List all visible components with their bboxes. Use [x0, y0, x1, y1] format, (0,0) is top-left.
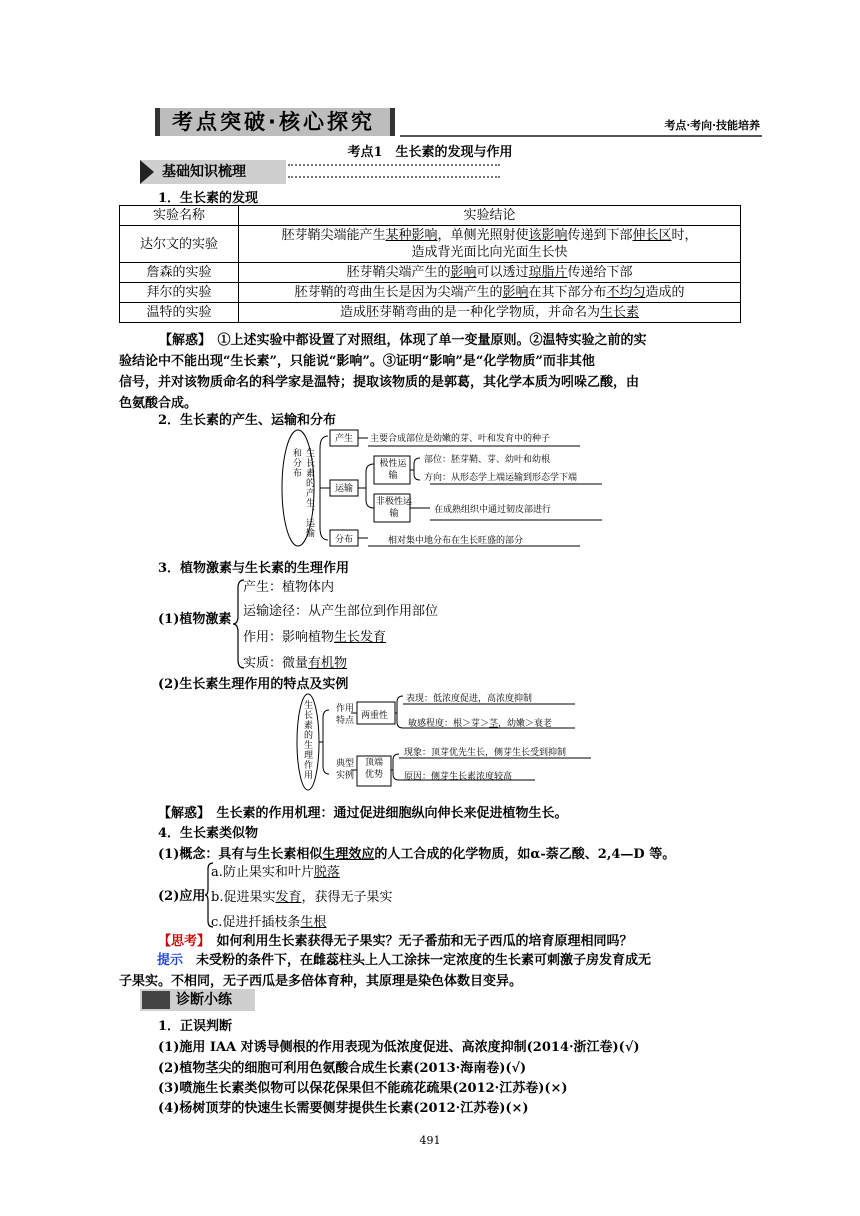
node-distribution-desc: 相对集中地分布在生长旺盛的部分: [388, 536, 524, 546]
auxin-function-label: (2)生长素生理作用的特点及实例: [158, 677, 349, 692]
key-term: 生根: [300, 915, 327, 930]
table-row: [120, 226, 741, 263]
experiment-table: [119, 205, 741, 323]
key-term: 生长素: [600, 305, 640, 320]
hormone-nature: [243, 652, 347, 671]
key-term: 生理效应: [322, 847, 375, 862]
text: 胚芽鞘的弯曲生长是因为尖端产生的: [294, 285, 503, 300]
text: 在其下部分布: [528, 285, 607, 300]
table-row: [120, 303, 741, 323]
key-term: 不均匀: [606, 285, 646, 300]
table-header: 实验结论: [239, 206, 741, 226]
diagnostic-banner: 诊断小练: [140, 989, 255, 1011]
experiment-conclusion: [239, 283, 741, 303]
key-term: 有机物: [308, 656, 348, 671]
node-apical: 顶端优势: [364, 758, 383, 780]
text: 可以透过: [476, 265, 529, 280]
node-duality: 两重性: [361, 711, 389, 721]
text: c.促进扦插枝条: [211, 915, 301, 930]
note-paragraph-2: [158, 802, 568, 821]
key-term: 伸长区: [632, 228, 672, 243]
text: 敏感程度：根＞芽＞: [408, 719, 490, 729]
text: 信号，并对该物质命名的科学家是温特；提取该物质的是郭葛，其化学本质为吲哚乙酸，由: [119, 375, 640, 390]
text: ，获得无子果实: [301, 890, 393, 905]
experiment-conclusion: [239, 263, 741, 283]
text: 子果实。不相同，无子西瓜是多倍体育种，其原理是染色体数目变异。: [119, 974, 523, 989]
diagram-root: 生长素的产生、运输和分布: [291, 448, 314, 538]
node-example: 典型实例: [335, 759, 354, 781]
text: 验结论中不能出现“生长素”，只能说“影响”。③证明“影响”是“化学物质”而非其他: [119, 354, 595, 369]
pencil-icon: [142, 991, 170, 1009]
text: 的人工合成的化学物质，如α-萘乙酸、2,4—D 等。: [374, 847, 676, 862]
node-polar-dir: 方向：从形态学上端运输到形态学下端: [424, 473, 578, 483]
text: 造成背光面比向光面生长快: [411, 245, 568, 260]
hormone-produce: 产生：植物体内: [243, 580, 335, 595]
text: (1)概念：具有与生长素相似: [158, 847, 323, 862]
node-polar: 极性运输: [379, 459, 407, 481]
text: 未受粉的条件下，在雌蕊柱头上人工涂抹一定浓度的生长素可刺激子房发育成无: [196, 953, 652, 968]
banner-rule: [400, 135, 762, 137]
key-term: 茎: [489, 719, 499, 729]
page-number: 491: [419, 1134, 441, 1147]
heading-1: 1．生长素的发现: [158, 191, 259, 206]
node-polar-part: 部位：胚芽鞘、芽、幼叶和幼根: [424, 455, 551, 465]
experiment-conclusion: [239, 303, 741, 323]
note-label: 【解惑】: [158, 806, 204, 821]
plant-hormone-label: (1)植物激素: [158, 612, 232, 627]
table-row: [120, 263, 741, 283]
key-term: 琼脂片: [528, 265, 568, 280]
key-term: 发育: [275, 890, 302, 905]
arrow-icon: [140, 160, 154, 184]
text: ①上述实验中都设置了对照组，体现了单一变量原则。②温特实验之前的实: [217, 333, 647, 348]
text: 时，: [671, 228, 698, 243]
hint-paragraph: [119, 950, 744, 992]
node-transport: 运输: [335, 484, 354, 494]
text: 色氨酸合成。: [119, 396, 198, 411]
key-term: 生长发育: [334, 630, 387, 645]
text: 传递到下部: [567, 228, 633, 243]
node-distribution: 分布: [335, 535, 354, 545]
text: b.促进果实: [211, 890, 276, 905]
hint-label: 提示: [157, 953, 184, 968]
key-term: 脱落: [313, 865, 340, 880]
text: 实质：微量: [243, 656, 309, 671]
section-banner: 考点突破·核心探究: [155, 108, 395, 136]
app-label: (2)应用: [158, 889, 206, 904]
node-phenomenon: 现象：顶芽优先生长，侧芽生长受到抑制: [404, 748, 567, 758]
key-term: 该影响: [528, 228, 568, 243]
key-term: 影响: [502, 285, 529, 300]
text: ，单侧光照射使: [437, 228, 529, 243]
heading-2: 2．生长素的产生、运输和分布: [158, 413, 337, 428]
experiment-name: 詹森的实验: [120, 263, 239, 283]
experiment-conclusion: [239, 226, 741, 263]
diag-item: (1)施用 IAA 对诱导侧根的作用表现为低浓度促进、高浓度抑制(2014·浙江卷)(√): [158, 1040, 640, 1055]
tagline: 考点·考向·技能培养: [664, 119, 760, 132]
text: 生长素的作用机理：通过促进细胞纵向伸长来促进植物生长。: [216, 806, 568, 821]
think-line: [158, 930, 633, 949]
text: 造成胚芽鞘弯曲的是一种化学物质，并命名为: [339, 305, 600, 320]
node-nonpolar: 非极性运输: [376, 497, 413, 519]
text: 造成的: [645, 285, 685, 300]
experiment-name: 达尔文的实验: [120, 226, 239, 263]
text: 胚芽鞘尖端产生的: [346, 265, 451, 280]
hormone-route: 运输途径：从产生部位到作用部位: [243, 604, 439, 619]
diag-heading: 1．正误判断: [158, 1019, 233, 1034]
diag-item: (2)植物茎尖的细胞可利用色氨酸合成生长素(2013·海南卷)(√): [158, 1061, 527, 1076]
node-sensitivity: [408, 716, 552, 729]
heading-4: 4．生长素类似物: [158, 826, 259, 841]
app-c: [211, 911, 326, 930]
note-label: 【解惑】: [159, 333, 205, 348]
key-term: 某种影响: [385, 228, 438, 243]
diag-item: (4)杨树顶芽的快速生长需要侧芽提供生长素(2012·江苏卷)(×): [158, 1101, 529, 1116]
diag-item: (3)喷施生长素类似物可以保花保果但不能疏花疏果(2012·江苏卷)(×): [158, 1081, 568, 1096]
text: a.防止果实和叶片: [211, 865, 314, 880]
app-a: [211, 861, 340, 880]
node-nonpolar-desc: 在成熟组织中通过韧皮部进行: [434, 505, 552, 515]
sub-banner: 基础知识梳理: [140, 160, 286, 184]
hormone-effect: [243, 626, 386, 645]
text: ，幼嫩＞衰老: [498, 719, 553, 729]
text: 胚芽鞘尖端能产生: [281, 228, 386, 243]
key-term: 影响: [450, 265, 477, 280]
table-header: 实验名称: [120, 206, 239, 226]
node-reason: 原因：侧芽生长素浓度较高: [404, 772, 513, 782]
text: 如何利用生长素获得无子果实？无子番茄和无子西瓜的培育原理相同吗？: [216, 934, 633, 949]
text: 作用：影响植物: [243, 630, 335, 645]
text: 传递给下部: [567, 265, 633, 280]
experiment-name: 拜尔的实验: [120, 283, 239, 303]
experiment-name: 温特的实验: [120, 303, 239, 323]
function-root: 生长素的生理作用: [302, 700, 312, 780]
think-label: 【思考】: [158, 934, 204, 949]
node-produce: 产生: [335, 434, 354, 444]
node-feature: 作用特点: [335, 704, 354, 726]
app-b: [211, 886, 393, 905]
node-produce-desc: 主要合成部位是幼嫩的芽、叶和发育中的种子: [370, 434, 551, 444]
concept-line: [158, 843, 675, 862]
heading-3: 3．植物激素与生长素的生理作用: [158, 561, 350, 576]
node-show: 表现：低浓度促进，高浓度抑制: [406, 694, 533, 704]
table-row: [120, 283, 741, 303]
dotted-rule: [288, 164, 500, 178]
note-paragraph-1: [119, 330, 744, 414]
section-title: 考点1 生长素的发现与作用: [347, 145, 513, 160]
